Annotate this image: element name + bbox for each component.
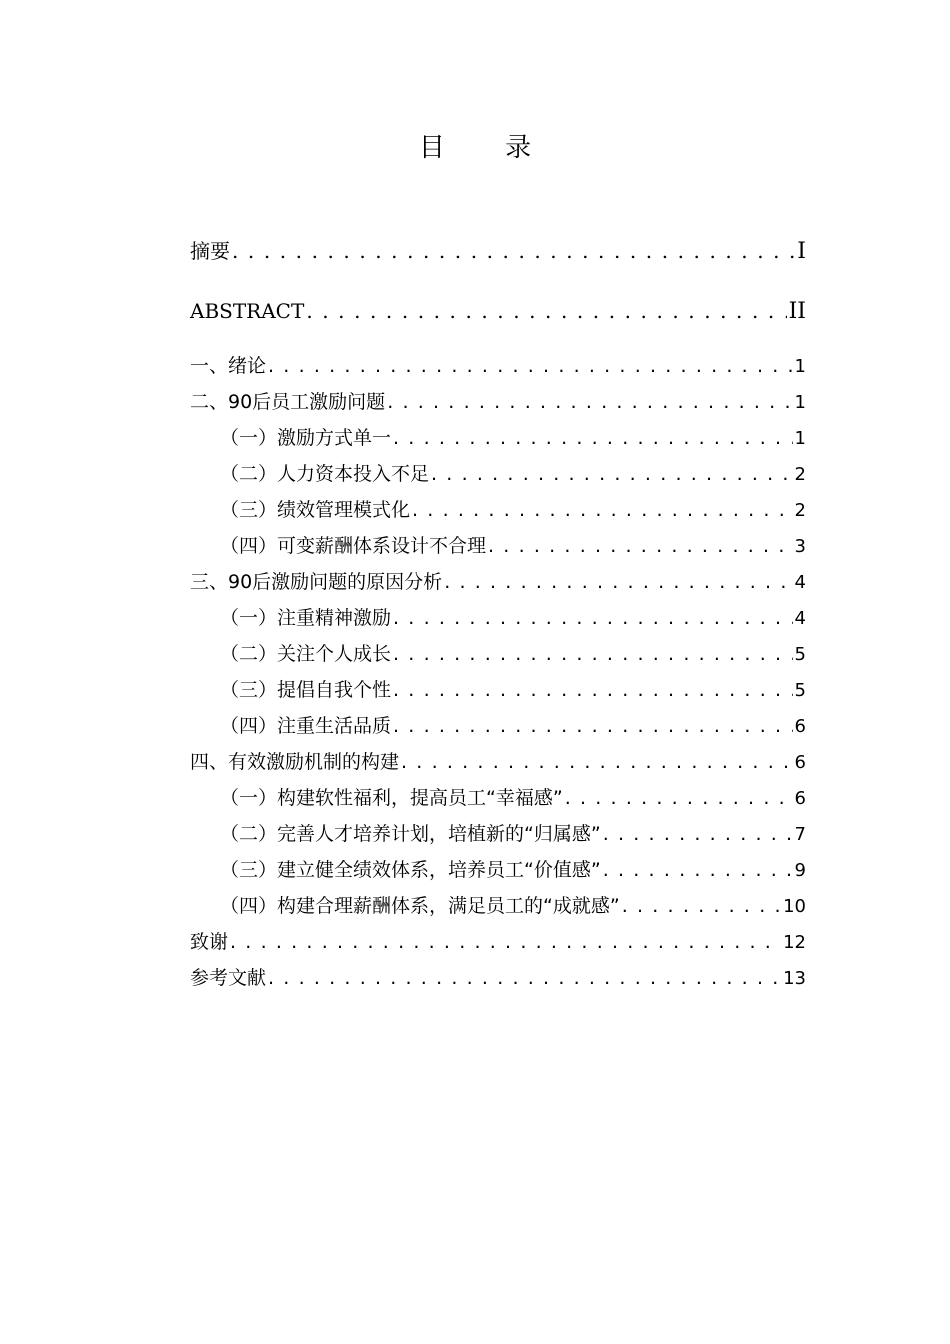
toc-entry-label: （二）关注个人成长 <box>220 643 392 665</box>
toc-entry-page: 2 <box>794 464 806 485</box>
toc-entry[interactable] <box>220 423 806 450</box>
toc-leader-dots <box>565 787 793 809</box>
toc-entry[interactable] <box>220 783 806 810</box>
toc-entry-label: ABSTRACT <box>190 299 305 323</box>
toc-entry-label: 三、90后激励问题的原因分析 <box>190 571 443 593</box>
toc-entry-label: （三）提倡自我个性 <box>220 679 392 701</box>
toc-entry[interactable] <box>190 927 806 954</box>
toc-entry-label: 二、90后员工激励问题 <box>190 391 386 413</box>
toc-entry[interactable] <box>220 855 806 882</box>
toc-leader-dots <box>268 355 793 377</box>
toc-entry[interactable] <box>190 963 806 990</box>
toc-entry-page: 4 <box>794 572 806 593</box>
toc-entry-page: 4 <box>794 608 806 629</box>
toc-entry-label: 致谢 <box>190 931 229 953</box>
toc-entry-label: （二）人力资本投入不足 <box>220 463 430 485</box>
toc-entry-label: （四）可变薪酬体系设计不合理 <box>220 535 487 557</box>
toc-entry-page: 2 <box>794 500 806 521</box>
toc-entry-page: 9 <box>794 860 806 881</box>
toc-entry[interactable] <box>190 299 806 324</box>
toc-leader-dots <box>306 299 786 323</box>
toc-leader-dots <box>603 859 793 881</box>
toc-leader-dots <box>393 643 793 665</box>
toc-entry[interactable] <box>220 711 806 738</box>
toc-entry-label: 一、绪论 <box>190 355 267 377</box>
toc-entry[interactable] <box>190 387 806 414</box>
toc-entry[interactable] <box>220 819 806 846</box>
toc-leader-dots <box>393 679 793 701</box>
toc-leader-dots <box>268 967 781 989</box>
toc-entry-label: 参考文献 <box>190 967 267 989</box>
toc-entry-page: 10 <box>783 896 806 917</box>
toc-entry-label: （三）建立健全绩效体系，培养员工“价值感” <box>220 859 601 881</box>
toc-entry-label: （二）完善人才培养计划，培植新的“归属感” <box>220 823 601 845</box>
toc-entry[interactable] <box>220 675 806 702</box>
toc-leader-dots <box>230 931 781 953</box>
toc-entry[interactable] <box>190 235 806 264</box>
toc-entry-label: 四、有效激励机制的构建 <box>190 751 400 773</box>
toc-entry-page: 1 <box>794 356 806 377</box>
toc-leader-dots <box>603 823 793 845</box>
toc-leader-dots <box>444 571 792 593</box>
toc-entry-page: 13 <box>783 968 806 989</box>
toc-entry-page: 3 <box>794 536 806 557</box>
toc-entry[interactable] <box>220 891 806 918</box>
toc-entry-label: （一）激励方式单一 <box>220 427 392 449</box>
toc-leader-dots <box>431 463 793 485</box>
toc-leader-dots <box>393 607 793 629</box>
toc-entry-label: 摘要 <box>190 239 230 263</box>
toc-entry-label: （三）绩效管理模式化 <box>220 499 411 521</box>
toc-entry[interactable] <box>190 351 806 378</box>
toc-entry-page: 5 <box>794 644 806 665</box>
toc-entry-page: 5 <box>794 680 806 701</box>
toc-entry[interactable] <box>190 567 806 594</box>
toc-entry-page: I <box>797 239 806 264</box>
toc-entry-label: （一）注重精神激励 <box>220 607 392 629</box>
toc-leader-dots <box>232 239 795 263</box>
toc-entry[interactable] <box>220 603 806 630</box>
toc-entry[interactable] <box>220 639 806 666</box>
toc-leader-dots <box>393 427 793 449</box>
toc-entry[interactable] <box>220 495 806 522</box>
toc-entry-page: 6 <box>794 716 806 737</box>
toc-entry-page: 1 <box>794 392 806 413</box>
toc-leader-dots <box>622 895 781 917</box>
toc-leader-dots <box>401 751 793 773</box>
toc-entry-label: （四）构建合理薪酬体系，满足员工的“成就感” <box>220 895 620 917</box>
toc-leader-dots <box>387 391 792 413</box>
toc-entry-label: （一）构建软性福利，提高员工“幸福感” <box>220 787 563 809</box>
toc-entry-page: 6 <box>794 752 806 773</box>
toc-entry[interactable] <box>220 459 806 486</box>
toc-entry-page: II <box>788 299 806 324</box>
toc-entry[interactable] <box>220 531 806 558</box>
toc-entry-page: 7 <box>794 824 806 845</box>
toc-entry-label: （四）注重生活品质 <box>220 715 392 737</box>
toc-leader-dots <box>412 499 793 521</box>
toc-entry-page: 1 <box>794 428 806 449</box>
toc-leader-dots <box>488 535 793 557</box>
toc-entry-page: 12 <box>783 932 806 953</box>
toc-leader-dots <box>393 715 793 737</box>
toc-entry-page: 6 <box>794 788 806 809</box>
page-title: 目 录 <box>418 133 558 163</box>
toc-entry[interactable] <box>190 747 806 774</box>
